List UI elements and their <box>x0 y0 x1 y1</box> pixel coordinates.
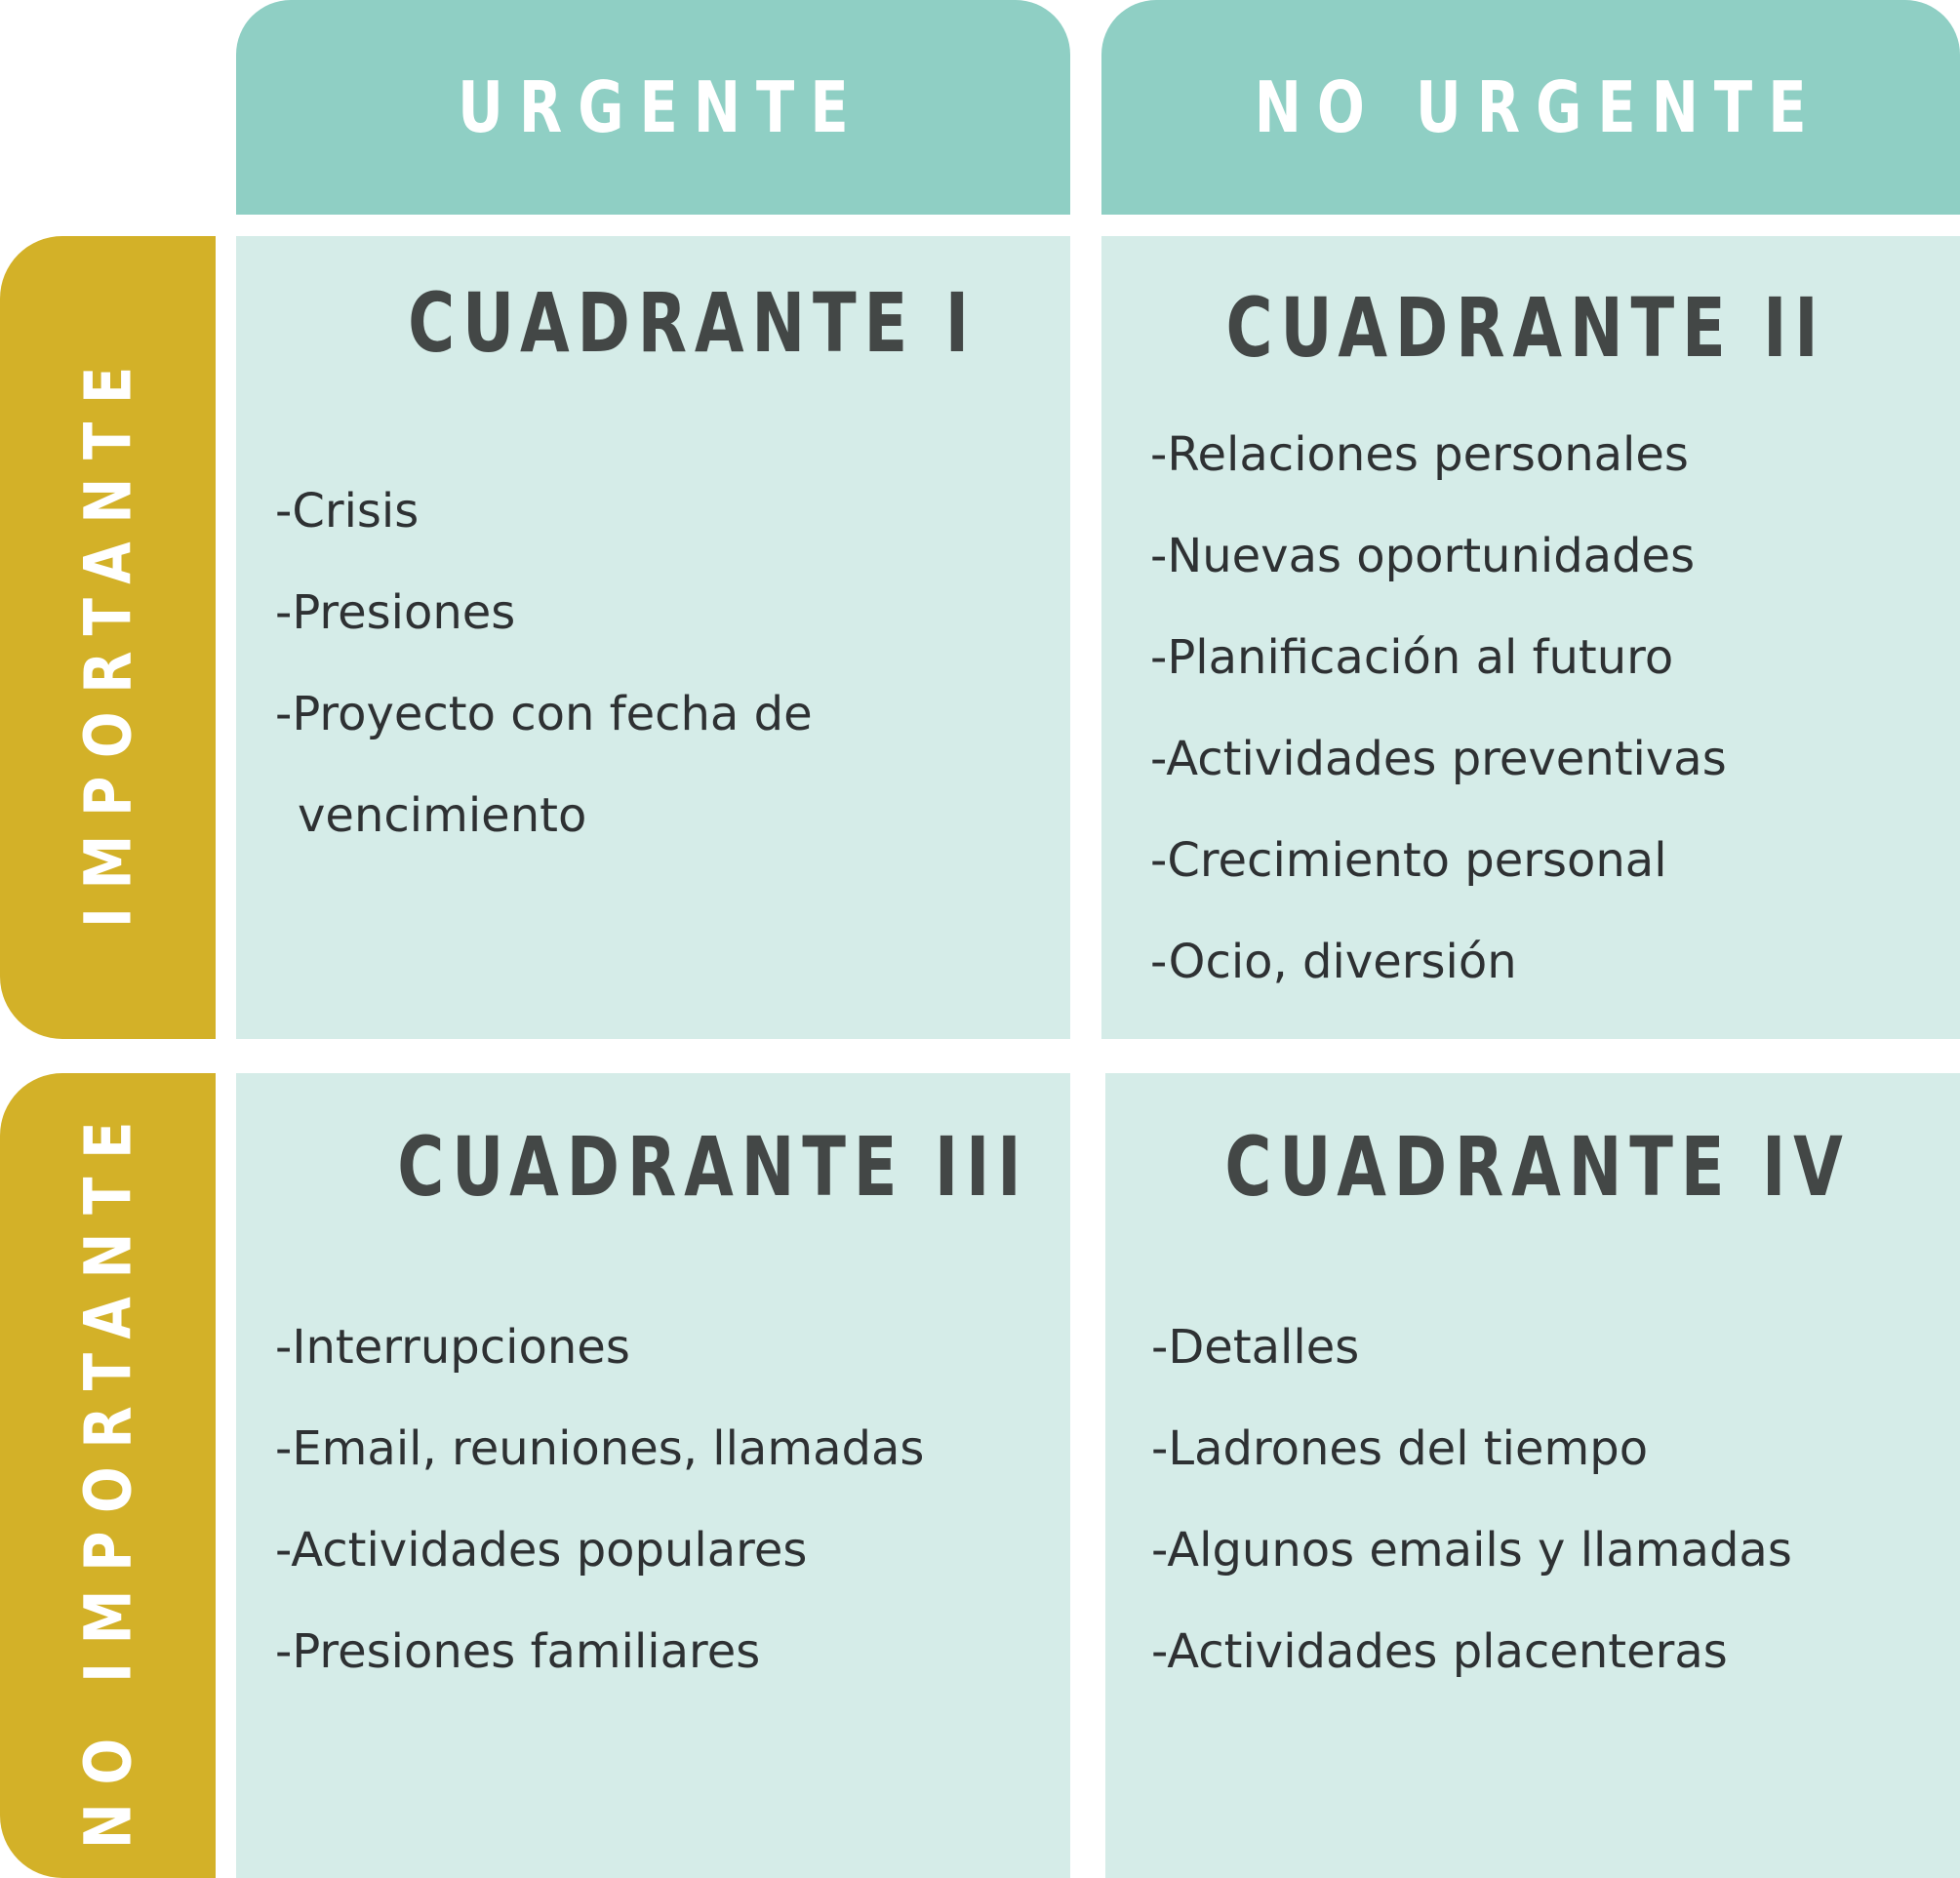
row-header-label: NO IMPORTANTE <box>70 1102 145 1849</box>
list-item: -Crecimiento personal <box>1150 833 1667 888</box>
quadrant-title: CUADRANTE IV <box>1224 1119 1851 1215</box>
column-header-urgente <box>236 0 1070 215</box>
list-item: -Ocio, diversión <box>1150 935 1517 989</box>
quadrant-title: CUADRANTE II <box>1225 280 1826 376</box>
quadrant-2 <box>1101 236 1960 1039</box>
row-header-no-importante <box>0 1073 216 1878</box>
list-item: -Crisis <box>275 484 420 539</box>
quadrant-item-list <box>236 460 1070 866</box>
list-item: -Email, reuniones, llamadas <box>275 1421 925 1476</box>
list-item: -Planificación al futuro <box>1150 630 1674 685</box>
list-item: -Presiones familiares <box>275 1624 761 1679</box>
list-item: -Nuevas oportunidades <box>1150 529 1696 583</box>
quadrant-3 <box>236 1073 1070 1878</box>
column-header-no-urgente <box>1101 0 1960 215</box>
list-item: vencimiento <box>298 788 587 843</box>
quadrant-item-list <box>1101 404 1960 1013</box>
list-item: -Actividades preventivas <box>1150 732 1727 786</box>
list-item: -Actividades populares <box>275 1523 808 1578</box>
list-item: -Actividades placenteras <box>1151 1624 1728 1679</box>
quadrant-title: CUADRANTE III <box>397 1119 1029 1215</box>
quadrant-item-list <box>1105 1297 1960 1702</box>
list-item: -Relaciones personales <box>1150 427 1689 482</box>
list-item: -Detalles <box>1151 1320 1360 1375</box>
quadrant-1 <box>236 236 1070 1039</box>
row-header-label: IMPORTANTE <box>70 347 145 928</box>
column-header-label: URGENTE <box>458 66 864 148</box>
list-item: -Algunos emails y llamadas <box>1151 1523 1792 1578</box>
quadrant-item-list <box>236 1297 1070 1702</box>
list-item: -Proyecto con fecha de <box>275 687 813 741</box>
list-item: -Interrupciones <box>275 1320 630 1375</box>
list-item: -Presiones <box>275 585 516 640</box>
list-item: -Ladrones del tiempo <box>1151 1421 1649 1476</box>
quadrant-4 <box>1105 1073 1960 1878</box>
column-header-label: NO URGENTE <box>1255 66 1822 148</box>
quadrant-title: CUADRANTE I <box>408 275 977 371</box>
row-header-importante <box>0 236 216 1039</box>
